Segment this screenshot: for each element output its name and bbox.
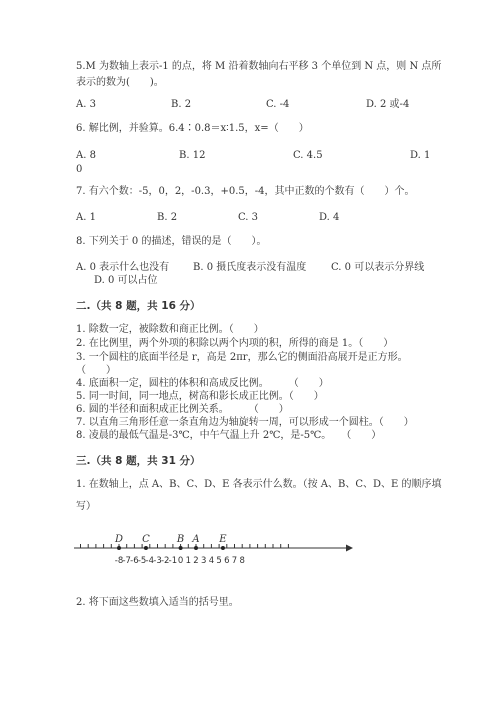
number-line-tick-label: -4 (145, 556, 155, 566)
number-line-tick-label: 8 (239, 556, 245, 566)
number-line-tick-label: -1 (168, 556, 178, 566)
q7-option-b: B. 2 (157, 212, 178, 223)
number-line-arrow (346, 545, 353, 552)
section3-heading: 三.（共 8 题，共 31 分） (76, 455, 201, 467)
q5-option-a: A. 3 (76, 99, 96, 110)
q6-option-b: B. 12 (179, 150, 206, 161)
number-line-tick-label: 5 (216, 556, 222, 566)
number-line-tick-label: 6 (224, 556, 230, 566)
s2-item-3-wrap: （ ） (76, 365, 116, 376)
q8-option-c: C. 0 可以表示分界线 (331, 262, 425, 273)
number-line-tick-label: -7 (122, 556, 131, 566)
number-line-tick-label: 7 (231, 556, 238, 566)
q8-option-d: D. 0 可以占位 (94, 275, 158, 286)
q6-line1: 6. 解比例，并验算。6.4∶0.8＝x∶1.5，x=（ ） (76, 123, 309, 134)
q5-option-c: C. -4 (266, 99, 290, 110)
q6-option-d: D. 1 (410, 150, 431, 161)
number-line-tick-label: 2 (193, 556, 199, 566)
q7-option-d: D. 4 (319, 212, 340, 223)
s2-item-7: 7. 以直角三角形任意一条直角边为轴旋转一周，可以形成一个圆柱。（ ） (76, 417, 414, 428)
s2-item-2: 2. 在比例里，两个外项的积除以两个内项的积，所得的商是 1。（ ） (76, 338, 394, 349)
q8-option-a: A. 0 表示什么也没有 (76, 262, 170, 273)
s2-item-3: 3. 一个圆柱的底面半径是 r，高是 2πr，那么它的侧面沿高展开是正方形。 (76, 352, 408, 363)
s3-q1-line1: 1. 在数轴上，点 A、B、C、D、E 各表示什么数。（按 A、B、C、D、E 的顺序填 (76, 479, 442, 490)
number-line-point-e (221, 546, 225, 550)
number-line-tick-label: -2 (160, 556, 170, 566)
number-line-tick-label: 3 (200, 556, 207, 566)
number-line-tick-label: 1 (185, 556, 192, 566)
number-line-point-label-d: D (114, 534, 124, 545)
number-line-point-label-b: B (176, 534, 185, 545)
s2-item-6: 6. 圆的半径和面积成正比例关系。 （ ） (76, 404, 289, 415)
q7-option-a: A. 1 (76, 212, 96, 223)
s2-item-8: 8. 凌晨的最低气温是-3℃，中午气温上升 2℃，是-5℃。 （ ） (76, 430, 382, 441)
number-line-point-label-a: A (192, 534, 200, 545)
number-line-tick-labels (115, 556, 245, 566)
q8-option-b: B. 0 摄氏度表示没有温度 (193, 262, 307, 273)
number-line-tick-label: -8 (114, 556, 124, 566)
number-line-tick-label: 4 (208, 556, 215, 566)
number-line-tick-label: 0 (177, 556, 184, 566)
s3-q1-line2: 写） (76, 501, 96, 512)
section2-heading: 二.（共 8 题，共 16 分） (76, 300, 201, 312)
s3-q2-line1: 2. 将下面这些数填入适当的括号里。 (76, 597, 239, 608)
number-line-tick-label: -5 (137, 556, 147, 566)
s2-item-5: 5. 同一时间，同一地点，树高和影长成正比例。（ ） (76, 391, 324, 402)
number-line-point-a (194, 546, 198, 550)
s2-item-4: 4. 底面积一定，圆柱的体积和高成反比例。 （ ） (76, 378, 329, 389)
q6-option-d-wrap: 0 (76, 164, 83, 175)
q6-option-a: A. 8 (76, 150, 96, 161)
number-line-tick-label: -6 (130, 556, 139, 566)
number-line-point-c (144, 546, 148, 550)
number-line (74, 532, 354, 568)
q6-option-c: C. 4.5 (293, 150, 323, 161)
number-line-point-d (117, 546, 121, 550)
q5-line1: 5.M 为数轴上表示-1 的点，将 M 沿着数轴向右平移 3 个单位到 N 点，则 N 点所 (76, 61, 442, 72)
q8-line1: 8. 下列关于 0 的描述，错误的是（ ）。 (76, 236, 267, 247)
number-line-point-label-c: C (142, 534, 150, 545)
q5-line2: 表示的数为( )。 (76, 77, 164, 88)
q5-option-b: B. 2 (171, 99, 192, 110)
number-line-point-label-e: E (219, 534, 227, 545)
q5-option-d: D. 2 或-4 (366, 99, 410, 110)
q7-line1: 7. 有六个数：-5，0，2，-0.3，+0.5，-4，其中正数的个数有（ ）个。 (76, 186, 415, 197)
q7-option-c: C. 3 (238, 212, 259, 223)
s2-item-1: 1. 除数一定，被除数和商正比例。（ ） (76, 324, 264, 335)
number-line-ticks (81, 544, 289, 548)
number-line-point-b (179, 546, 183, 550)
number-line-tick-label: -3 (153, 556, 162, 566)
